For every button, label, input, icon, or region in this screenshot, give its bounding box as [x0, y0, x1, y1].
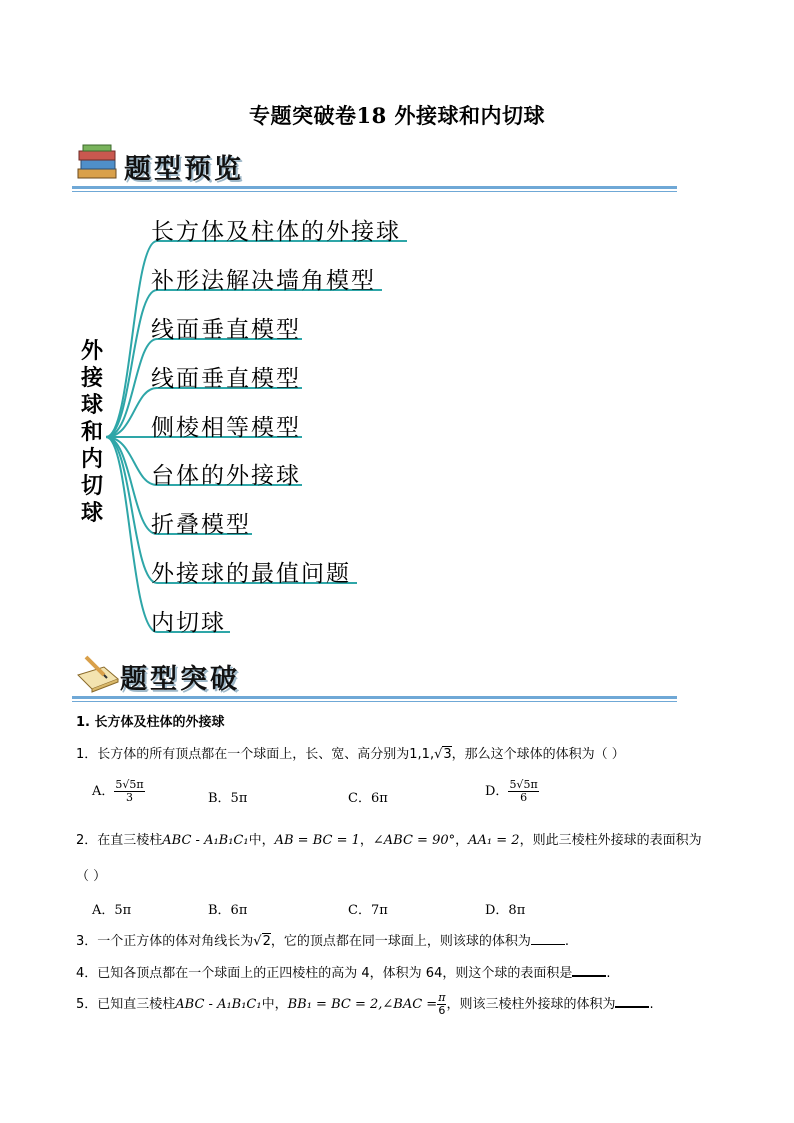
section-header-practice: [72, 653, 677, 703]
section-label: 题型预览: [124, 154, 244, 185]
mindmap-branch: 台体的外接球: [151, 463, 301, 489]
mindmap-branch: 折叠模型: [151, 512, 251, 538]
option-b: B．6π: [208, 903, 248, 918]
question-1: 1．长方体的所有顶点都在一个球面上，长、宽、高分别为1,1,√3，那么这个球体的体积为（ ）: [76, 747, 625, 762]
option-b: B．5π: [208, 791, 248, 806]
mindmap-branch: 长方体及柱体的外接球: [151, 219, 401, 245]
mindmap-branch: 线面垂直模型: [151, 366, 301, 392]
page-title: 专题突破卷18 外接球和内切球: [248, 103, 546, 128]
option-c: C．6π: [348, 791, 388, 806]
subheading: 1. 长方体及柱体的外接球: [76, 715, 225, 730]
mindmap-center: 外 接 球 和 内 切 球: [80, 339, 103, 526]
divider: [72, 701, 677, 702]
question-2: 2．在直三棱柱ABC - A₁B₁C₁中，AB = BC = 1，∠ABC = 90°，AA₁ = 2，则此三棱柱外接球的表面积为: [76, 833, 702, 848]
question-4: 4．已知各顶点都在一个球面上的正四棱柱的高为 4，体积为 64，则这个球的表面积是 .: [76, 962, 611, 981]
divider: [72, 191, 677, 192]
section-label: 题型突破: [120, 664, 240, 695]
option-c: C．7π: [348, 903, 388, 918]
mindmap-branch: 侧棱相等模型: [151, 415, 301, 441]
option-d: D．8π: [485, 903, 526, 918]
answer-paren: （ ）: [76, 869, 107, 884]
books-icon: [74, 143, 122, 183]
answer-blank[interactable]: [615, 994, 649, 1008]
option-d: D． $\frac{5√5\pi}{6}$: [485, 778, 538, 804]
answer-blank[interactable]: [572, 963, 606, 977]
mindmap-branch: 内切球: [151, 610, 226, 636]
question-5: 5．已知直三棱柱ABC - A₁B₁C₁中，BB₁ = BC = 2,∠BAC = $\frac{\pi}{6}$ ，则该三棱柱外接球的体积为 .: [76, 991, 654, 1017]
mindmap-branch: 线面垂直模型: [151, 317, 301, 343]
option-a: A．5π: [92, 903, 132, 918]
divider: [72, 696, 677, 699]
mindmap-branch: 补形法解决墙角模型: [151, 268, 376, 294]
question-3: 3．一个正方体的体对角线长为√2，它的顶点都在同一球面上，则该球的体积为 .: [76, 934, 570, 949]
answer-blank[interactable]: [531, 932, 565, 945]
option-a: A． $\frac{5√5\pi}{3}$: [92, 778, 144, 804]
divider: [72, 186, 677, 189]
notebook-pencil-icon: [74, 653, 122, 693]
section-header-preview: [72, 143, 677, 193]
mindmap-branch: 外接球的最值问题: [151, 561, 351, 587]
